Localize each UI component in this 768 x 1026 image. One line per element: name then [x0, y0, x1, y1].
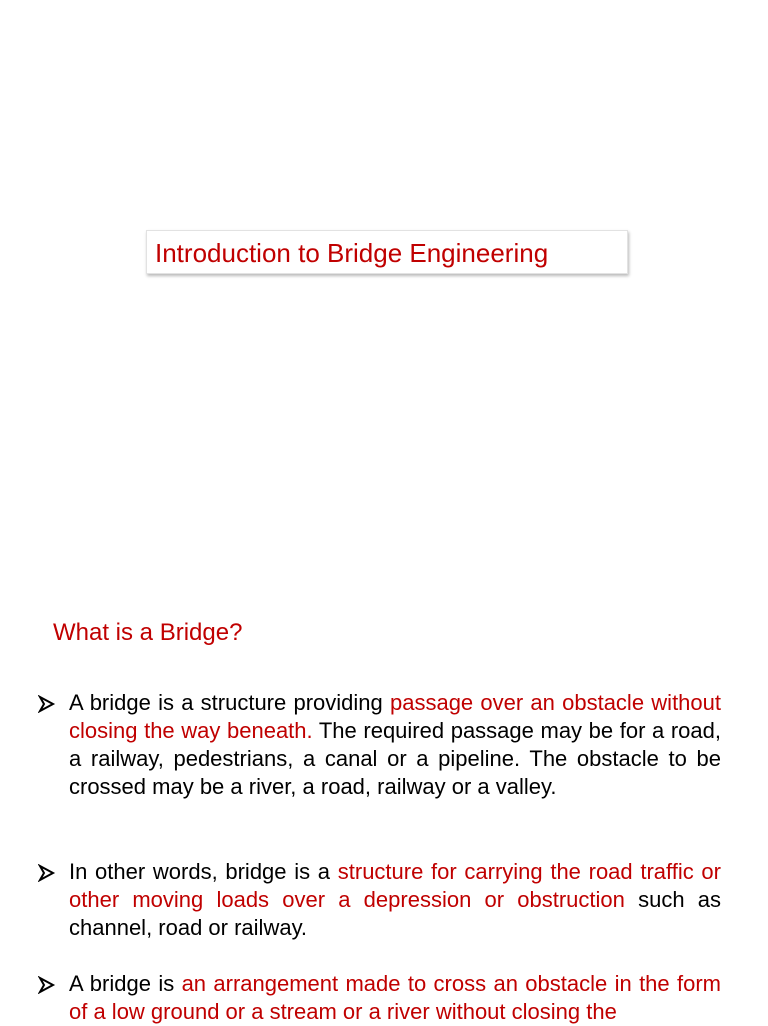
bullet-item [38, 970, 728, 1026]
bullet-text-highlight: structure for carrying the road traffic or other moving loads over a depression or obstruction [69, 859, 721, 912]
page-title: Introduction to Bridge Engineering [155, 238, 549, 268]
bullet-text-part2: such as channel, road or railway. [69, 887, 721, 940]
bullet-text [69, 858, 721, 942]
bullet-text-part1: A bridge is a structure providing [69, 690, 390, 715]
bullet-text-part2: The required passage may be for a road, a railway, pedestrians, a canal or a pipeline. The obstacle to be crossed may be a river, a road, railway or a valley. [69, 718, 722, 799]
bullet-text [69, 689, 721, 801]
title-box [146, 230, 628, 274]
arrow-bullet-icon [38, 695, 56, 713]
arrow-bullet-icon [38, 864, 56, 882]
bullet-text-part1: A bridge is [69, 971, 182, 996]
bullet-item [38, 689, 728, 801]
bullet-text-highlight: passage over an obstacle without closing the way beneath. [69, 690, 721, 743]
arrow-bullet-icon [38, 976, 56, 994]
bullet-text-part1: In other words, bridge is a [69, 859, 338, 884]
bullet-text-highlight: an arrangement made to cross an obstacle in the form of a low ground or a stream or a river without closing the [69, 971, 721, 1024]
bullet-item [38, 858, 728, 942]
section-heading: What is a Bridge? [53, 619, 243, 646]
bullet-text [69, 970, 721, 1026]
